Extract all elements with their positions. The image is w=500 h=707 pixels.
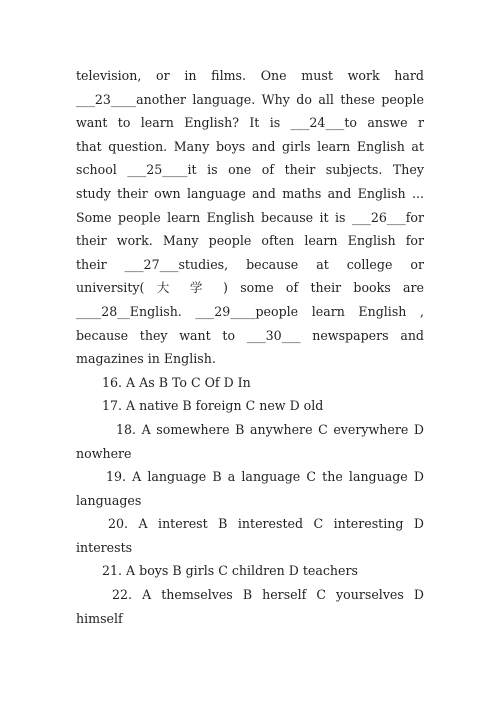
- question-17: 17. A native B foreign C new D old: [102, 398, 324, 414]
- passage-line: university( 大 学 ) some of their books are: [76, 280, 424, 296]
- question-22: 22. A themselves B herself C yourselves D: [112, 587, 424, 603]
- question-18: 18. A somewhere B anywhere C everywhere D: [116, 421, 424, 437]
- passage-line: because they want to ___30___ newspapers and: [76, 327, 424, 343]
- document-page: [76, 64, 424, 630]
- reading-passage: [76, 64, 424, 371]
- passage-line: television, or in films. One must work hard: [76, 68, 424, 83]
- question-list: [76, 371, 424, 631]
- passage-line: study their own language and maths and English ...: [76, 185, 424, 201]
- passage-line: their work. Many people often learn English for: [76, 233, 424, 249]
- passage-line: that question. Many boys and girls learn English at: [76, 138, 424, 154]
- passage-line: ___23____another language. Why do all these people: [76, 91, 424, 107]
- passage-line: ____28__English. ___29____people learn English ,: [76, 303, 424, 319]
- passage-line: their ___27___studies, because at college or: [76, 256, 424, 272]
- question-20-continuation: interests: [76, 539, 133, 555]
- passage-line: Some people learn English because it is ___26___for: [76, 209, 424, 225]
- question-21: 21. A boys B girls C children D teachers: [102, 563, 358, 579]
- question-20: 20. A interest B interested C interesting D: [108, 516, 424, 532]
- question-19-continuation: languages: [76, 492, 142, 508]
- passage-line: want to learn English? It is ___24___to answe r: [76, 115, 424, 131]
- question-18-continuation: nowhere: [76, 445, 132, 461]
- passage-last-line: magazines in English.: [76, 351, 216, 367]
- passage-line: school ___25____it is one of their subjects. They: [76, 162, 424, 178]
- question-19: 19. A language B a language C the language D: [106, 469, 424, 485]
- question-22-continuation: himself: [76, 610, 123, 626]
- question-16: 16. A As B To C Of D In: [102, 374, 251, 390]
